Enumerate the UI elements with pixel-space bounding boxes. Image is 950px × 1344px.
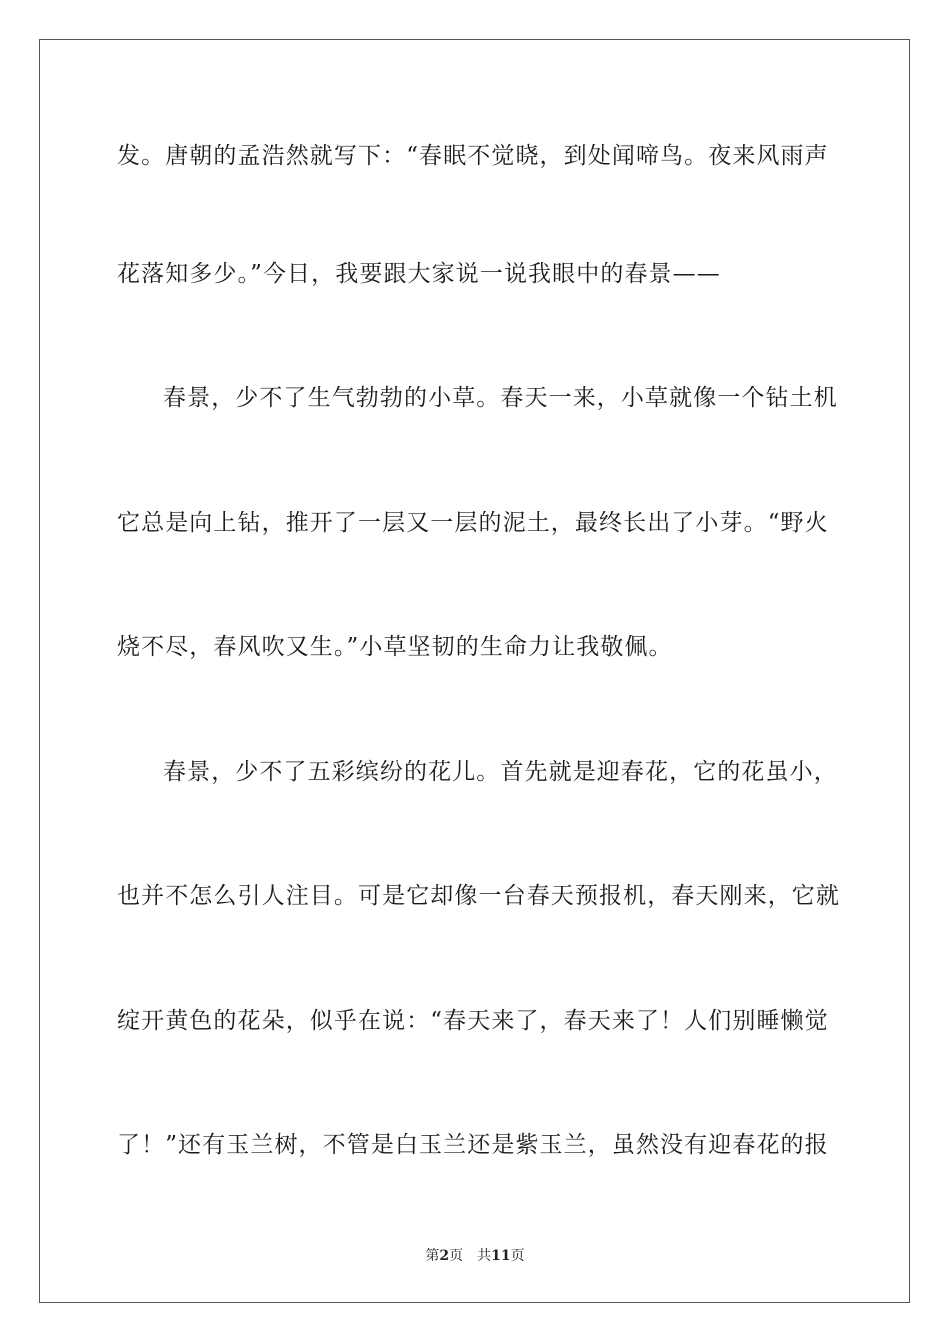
page-footer: [0, 1247, 950, 1265]
total-suffix: 页: [510, 1248, 525, 1264]
page-frame: [39, 39, 910, 1303]
page-prefix: 第: [425, 1248, 440, 1264]
page-number: 2: [439, 1248, 450, 1264]
text-line-7: 也并不怎么引人注目。可是它却像一台春天预报机，春天刚来，它就: [117, 883, 840, 909]
total-pages: 11: [491, 1248, 511, 1264]
text-line-5: 烧不尽，春风吹又生。”小草坚韧的生命力让我敬佩。: [117, 634, 673, 660]
text-line-2: 花落知多少。”今日，我要跟大家说一说我眼中的春景——: [117, 261, 721, 287]
text-line-8: 绽开黄色的花朵，似乎在说：“春天来了，春天来了！人们别睡懒觉: [117, 1008, 829, 1034]
text-line-6: 春景，少不了五彩缤纷的花儿。首先就是迎春花，它的花虽小，: [163, 759, 838, 785]
text-line-3: 春景，少不了生气勃勃的小草。春天一来，小草就像一个钻土机: [163, 385, 838, 411]
total-prefix: 共: [477, 1248, 492, 1264]
text-line-9: 了！”还有玉兰树，不管是白玉兰还是紫玉兰，虽然没有迎春花的报: [117, 1132, 829, 1158]
text-line-4: 它总是向上钻，推开了一层又一层的泥土，最终长出了小芽。“野火: [117, 510, 829, 536]
page-suffix: 页: [449, 1248, 464, 1264]
text-line-1: 发。唐朝的孟浩然就写下：“春眠不觉晓，到处闻啼鸟。夜来风雨声: [117, 143, 829, 169]
